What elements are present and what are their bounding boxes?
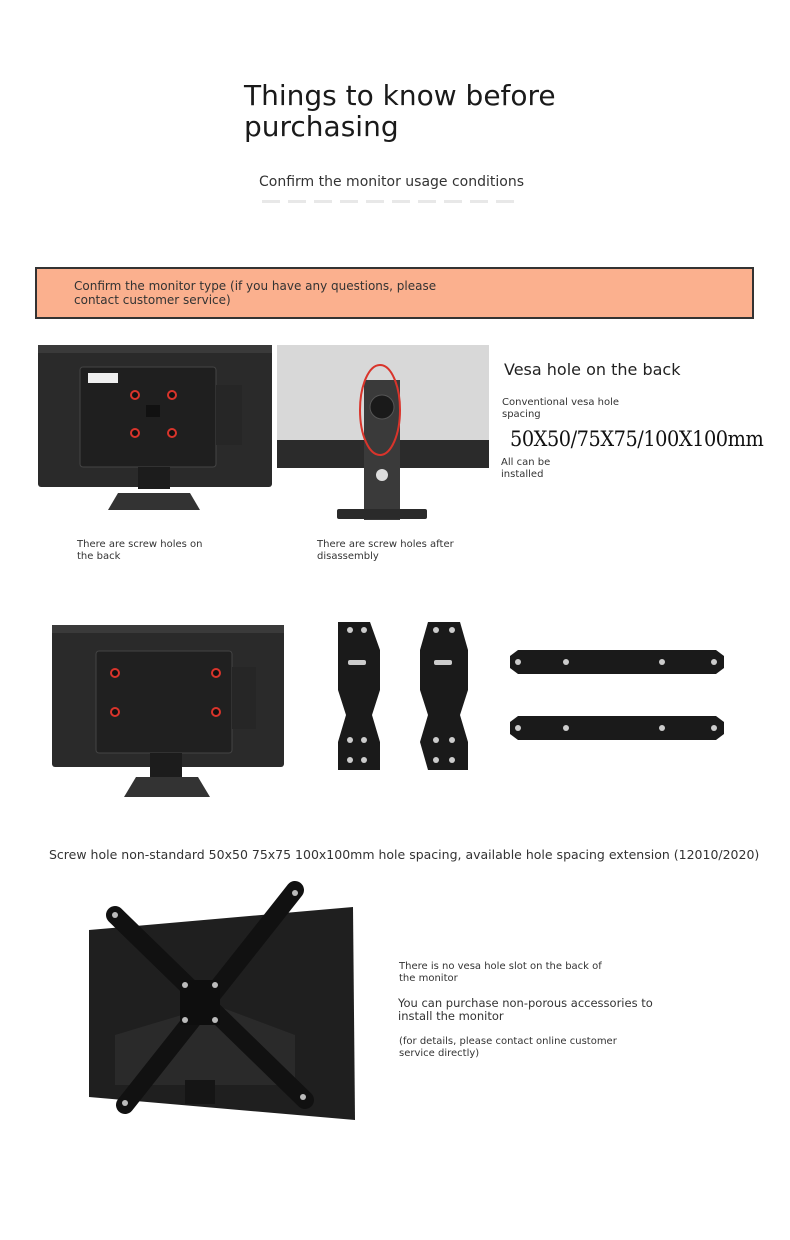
monitor-back-photo-4-holes — [52, 625, 284, 800]
no-vesa-notice: There is no vesa hole slot on the back of the monitor — [399, 961, 602, 984]
conventional-spacing-label: Conventional vesa hole spacing — [502, 397, 620, 420]
banner-text: Confirm the monitor type (if you have any questions, please contact customer service) — [74, 279, 437, 307]
caption-back-holes: There are screw holes on the back — [77, 539, 203, 562]
contact-service-text: (for details, please contact online customer service directly) — [399, 1036, 617, 1059]
monitor-back-photo — [38, 345, 272, 515]
page-title: Things to know before purchasing — [244, 79, 556, 143]
vesa-heading: Vesa hole on the back — [504, 360, 681, 379]
adapter-bars-horizontal — [508, 650, 726, 740]
caption-disassembly-holes: There are screw holes after disassembly — [317, 539, 454, 562]
page-subtitle: Confirm the monitor usage conditions — [259, 174, 525, 190]
install-note: All can be installed — [501, 457, 551, 480]
monitor-with-x-bracket-photo — [85, 885, 360, 1125]
monitor-type-banner — [35, 267, 754, 319]
monitor-stand-photo — [277, 345, 489, 523]
decorative-divider — [262, 200, 522, 203]
adapter-brackets-vertical — [330, 620, 475, 775]
hole-spacing-extension-text: Screw hole non-standard 50x50 75x75 100x100mm hole spacing, available hole spacing extension (12010/2020) — [49, 847, 760, 862]
spacing-values: 50X50/75X75/100X100mm — [510, 427, 764, 451]
purchase-accessory-text: You can purchase non-porous accessories to install the monitor — [398, 996, 653, 1023]
